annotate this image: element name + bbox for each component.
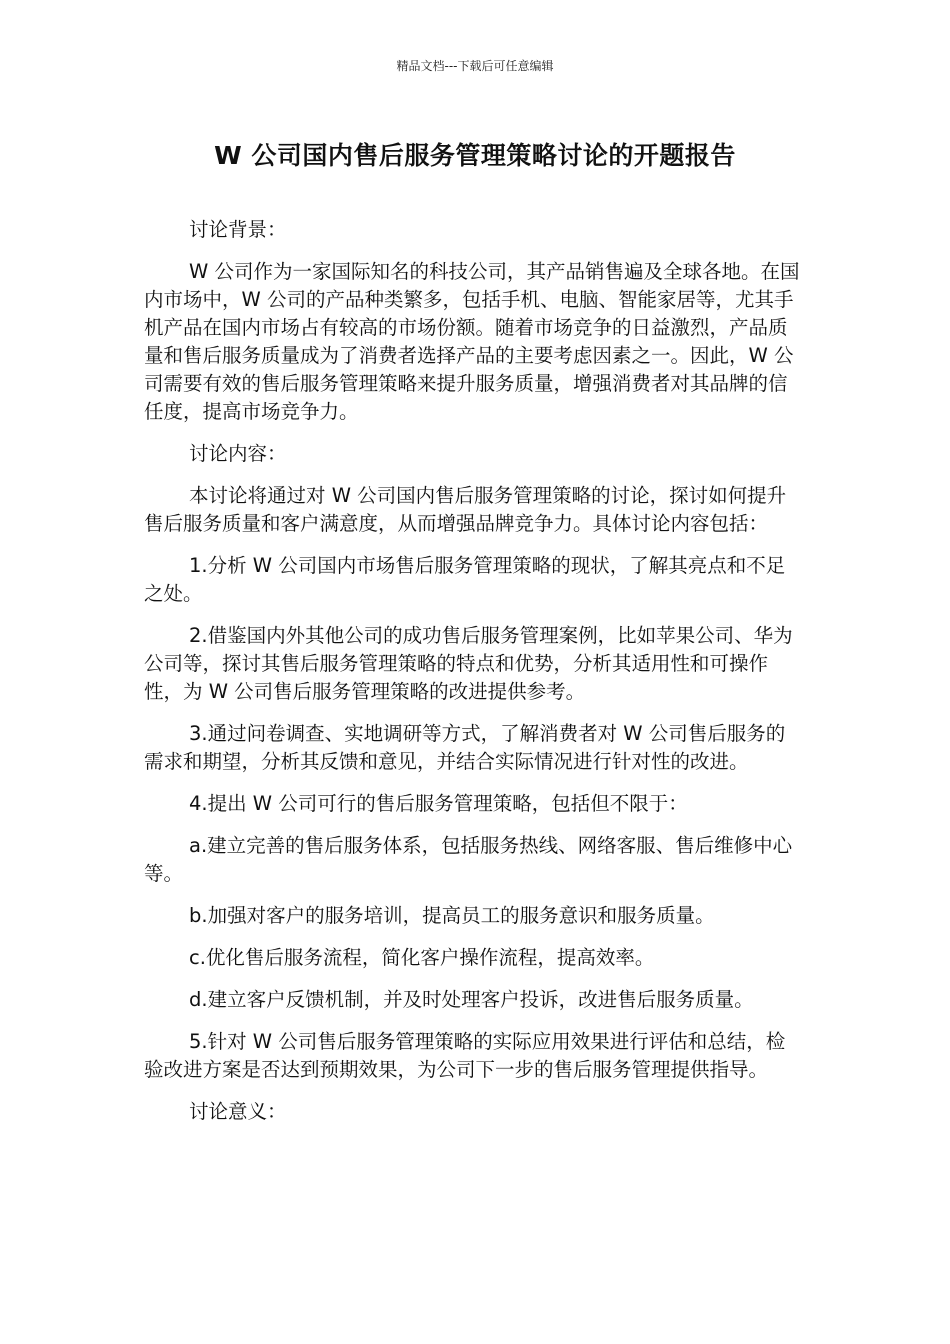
section-heading-content: 讨论内容：	[189, 442, 287, 465]
paragraph-content-intro: 本讨论将通过对 W 公司国内售后服务管理策略的讨论，探讨如何提升售后服务质量和客户满意度，从而增强品牌竞争力。具体讨论内容包括：	[144, 484, 787, 535]
list-item-1: 1.分析 W 公司国内市场售后服务管理策略的现状，了解其亮点和不足之处。	[144, 554, 786, 605]
section-heading-background: 讨论背景：	[189, 218, 287, 241]
section-heading-significance: 讨论意义：	[189, 1100, 287, 1123]
list-item-5: 5.针对 W 公司售后服务管理策略的实际应用效果进行评估和总结，检验改进方案是否达到预期效果，为公司下一步的售后服务管理提供指导。	[144, 1030, 786, 1081]
sub-item-a: a.建立完善的售后服务体系，包括服务热线、网络客服、售后维修中心等。	[144, 834, 793, 885]
page-header: 精品文档---下载后可任意编辑	[396, 59, 554, 73]
sub-item-d: d.建立客户反馈机制，并及时处理客户投诉，改进售后服务质量。	[189, 988, 754, 1011]
paragraph-background: W 公司作为一家国际知名的科技公司，其产品销售遍及全球各地。在国内市场中，W 公司的产品种类繁多，包括手机、电脑、智能家居等，尤其手机产品在国内市场占有较高的市场份额。随着市场竞争的日益激烈，产品质量和售后服务质量成为了消费者选择产品的主要考虑因素之一。因此，W 公司需要有效的售后服务管理策略来提升服务质量，增强消费者对其品牌的信任度，提高市场竞争力。	[144, 260, 800, 423]
document-title: W 公司国内售后服务管理策略讨论的开题报告	[214, 141, 736, 170]
list-item-4: 4.提出 W 公司可行的售后服务管理策略，包括但不限于：	[189, 792, 688, 815]
document-body	[144, 216, 804, 1140]
sub-item-b: b.加强对客户的服务培训，提高员工的服务意识和服务质量。	[189, 904, 715, 927]
list-item-2: 2.借鉴国内外其他公司的成功售后服务管理案例，比如苹果公司、华为公司等，探讨其售后服务管理策略的特点和优势，分析其适用性和可操作性，为 W 公司售后服务管理策略的改进提供参考。	[144, 624, 793, 703]
sub-item-c: c.优化售后服务流程，简化客户操作流程，提高效率。	[189, 946, 655, 969]
list-item-3: 3.通过问卷调查、实地调研等方式，了解消费者对 W 公司售后服务的需求和期望，分析其反馈和意见，并结合实际情况进行针对性的改进。	[144, 722, 786, 773]
